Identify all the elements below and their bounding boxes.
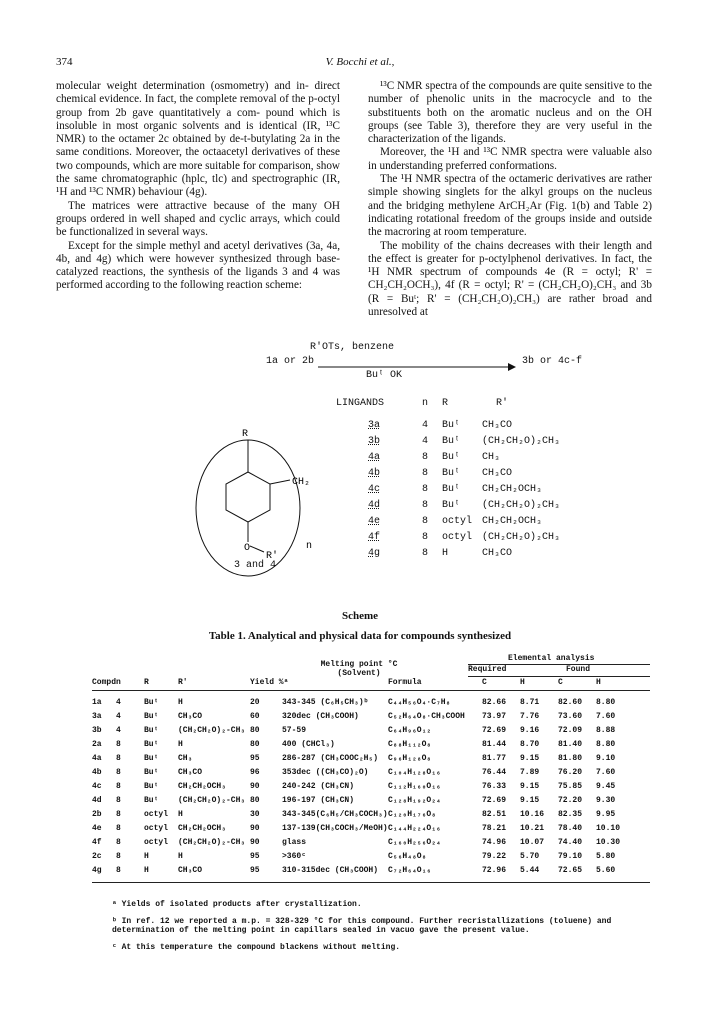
table-caption: Table 1. Analytical and physical data for compounds synthesized — [208, 630, 512, 642]
atom-CH2: CH₂ — [292, 477, 311, 488]
cell-found-c: 72.20 — [558, 796, 583, 805]
cell-yield: 96 — [250, 768, 260, 777]
cell-r: Buᵗ — [144, 782, 159, 791]
ligand-r-prime: CH₃ — [482, 452, 501, 463]
cell-req-c: 81.44 — [482, 740, 507, 749]
cell-r-prime: H — [178, 740, 183, 749]
cell-formula: C₆₄H₉₆O₁₂ — [388, 726, 432, 735]
divider — [468, 664, 650, 665]
cell-melting-point: glass — [282, 838, 307, 847]
cell-r: Buᵗ — [144, 796, 159, 805]
cell-compd: 1a — [92, 698, 102, 707]
ligand-r-prime: CH₃CO — [482, 548, 513, 559]
cell-n: 8 — [116, 852, 121, 861]
cell-formula: C₁₂₈H₁₉₂O₂₄ — [388, 796, 441, 805]
found-header: Found — [566, 665, 591, 674]
ligand-header-row — [336, 398, 596, 414]
ligand-n: 8 — [422, 452, 429, 463]
reaction-scheme — [246, 342, 586, 392]
cell-found-h: 9.95 — [596, 810, 616, 819]
ligand-r-prime: CH₃CO — [482, 420, 513, 431]
ligand-table — [336, 398, 596, 564]
cell-compd: 3a — [92, 712, 102, 721]
running-authors: V. Bocchi et al., — [325, 56, 395, 68]
divider — [468, 676, 650, 677]
reaction-arrow-icon — [318, 362, 516, 372]
cell-found-c: 74.40 — [558, 838, 583, 847]
ligand-header: n — [422, 398, 429, 409]
cell-req-c: 82.66 — [482, 698, 507, 707]
table-row — [92, 810, 650, 824]
ligand-r: Buᵗ — [442, 420, 461, 431]
table-row — [92, 838, 650, 852]
ligand-n: 8 — [422, 500, 429, 511]
ligand-row — [336, 500, 596, 516]
cell-found-h: 7.60 — [596, 712, 616, 721]
ligand-code: 3a — [368, 420, 381, 431]
column-header: Yield %ᵃ — [250, 678, 289, 687]
cell-found-c: 75.85 — [558, 782, 583, 791]
cell-formula: C₇₂H₆₄O₁₆ — [388, 866, 432, 875]
cell-melting-point: 343-345(C₆H₅/CH₃COCH₃) — [282, 810, 388, 819]
structure-drawing — [190, 420, 330, 580]
cell-r-prime: CH₃CO — [178, 866, 203, 875]
ligand-row — [336, 468, 596, 484]
ligand-r: Buᵗ — [442, 436, 461, 447]
cell-formula: C₁₆₀H₂₅₆O₂₄ — [388, 838, 441, 847]
column-header: H — [596, 678, 601, 687]
cell-r-prime: (CH₂CH₂O)₂-CH₃ — [178, 796, 246, 805]
cell-yield: 95 — [250, 852, 260, 861]
table-row — [92, 852, 650, 866]
cell-compd: 4f — [92, 838, 102, 847]
table-row — [92, 866, 650, 880]
ligand-n: 4 — [422, 420, 429, 431]
ligand-n: 8 — [422, 484, 429, 495]
scheme-label: Scheme — [341, 610, 379, 622]
table-footnotes — [112, 900, 672, 960]
paragraph: The mobility of the chains decreases with their length and the effect is greater for p-octylphenol derivatives. In fact, the ¹H NMR spectrum of compounds 4e (R = octyl; R' = CH₂CH₂OCH₃), 4f (R = octyl; R' = (CH₂CH₂O)₂CH₃ and 3b (R = Buᵗ; R' = (CH₂CH₂O)₂CH₃) are rather broad and unresolved at — [368, 239, 652, 319]
cell-r-prime: H — [178, 852, 183, 861]
cell-r-prime: CH₃ — [178, 754, 193, 763]
cell-melting-point: 400 (CHCl₃) — [282, 740, 335, 749]
ligand-row — [336, 548, 596, 564]
ligand-row — [336, 436, 596, 452]
cell-found-c: 81.40 — [558, 740, 583, 749]
cell-r-prime: CH₂CH₂OCH₃ — [178, 824, 227, 833]
cell-n: 4 — [116, 712, 121, 721]
cell-formula: C₄₄H₅₆O₄·C₇H₈ — [388, 698, 451, 707]
cell-formula: C₉₆H₁₂₈O₈ — [388, 754, 432, 763]
divider — [92, 690, 650, 691]
cell-r: Buᵗ — [144, 698, 159, 707]
cell-formula: C₈₈H₁₁₂O₈ — [388, 740, 432, 749]
ligand-n: 8 — [422, 516, 429, 527]
paragraph: Except for the simple methyl and acetyl derivatives (3a, 4a, 4b, and 4g) which were however synthesized through base-catalyzed reactions, the synthesis of the ligands 3 and 4 was performed according to the following reaction scheme: — [56, 239, 340, 292]
cell-found-h: 9.30 — [596, 796, 616, 805]
structure-label: 3 and 4 — [234, 560, 277, 571]
table-row — [92, 768, 650, 782]
table-row — [92, 726, 650, 740]
cell-formula: C₁₁₂H₁₆₀O₁₆ — [388, 782, 441, 791]
ligand-r: H — [442, 548, 449, 559]
cell-r-prime: (CH₂CH₂O)₂-CH₃ — [178, 726, 246, 735]
right-column — [368, 80, 652, 319]
cell-melting-point: 353dec ((CH₃CO)₂O) — [282, 768, 369, 777]
cell-r: H — [144, 852, 149, 861]
cell-req-h: 9.15 — [520, 796, 540, 805]
cell-r-prime: (CH₂CH₂O)₂-CH₃ — [178, 838, 246, 847]
ligand-n: 8 — [422, 532, 429, 543]
cell-melting-point: 320dec (CH₃COOH) — [282, 712, 359, 721]
table-row — [92, 824, 650, 838]
cell-yield: 95 — [250, 754, 260, 763]
paragraph: The matrices were attractive because of the many OH groups ordered in well shaped and cyclic arrays, which could be functionalized in several ways. — [56, 199, 340, 239]
cell-n: 8 — [116, 824, 121, 833]
cell-r: Buᵗ — [144, 712, 159, 721]
column-header: Compd — [92, 678, 117, 687]
reaction-reactant: 1a or 2b — [266, 356, 315, 367]
cell-r: Buᵗ — [144, 768, 159, 777]
cell-melting-point: 57-59 — [282, 726, 307, 735]
cell-found-c: 73.60 — [558, 712, 583, 721]
cell-found-c: 82.35 — [558, 810, 583, 819]
cell-n: 8 — [116, 768, 121, 777]
footnote: ᵃ Yields of isolated products after crystallization. — [112, 900, 362, 909]
cell-req-h: 9.15 — [520, 782, 540, 791]
ligand-header: LINGANDS — [336, 398, 385, 409]
cell-found-c: 78.40 — [558, 824, 583, 833]
cell-found-c: 76.20 — [558, 768, 583, 777]
reaction-reagent-bottom: Buᵗ OK — [366, 370, 403, 381]
cell-found-c: 81.80 — [558, 754, 583, 763]
cell-n: 4 — [116, 726, 121, 735]
ligand-row — [336, 516, 596, 532]
cell-req-h: 10.07 — [520, 838, 545, 847]
cell-req-h: 8.71 — [520, 698, 540, 707]
cell-n: 8 — [116, 740, 121, 749]
ligand-r: octyl — [442, 516, 473, 527]
cell-req-c: 72.96 — [482, 866, 507, 875]
divider — [92, 882, 650, 883]
cell-compd: 2a — [92, 740, 102, 749]
paragraph: ¹³C NMR spectra of the compounds are quite sensitive to the number of phenolic units in the macrocycle and to the substituents both on the aromatic nucleus and on the OH groups (see Table 3), therefore they are very useful in the characterization of the ligands. — [368, 80, 652, 146]
ligand-n: 8 — [422, 468, 429, 479]
cell-melting-point: 310-315dec (CH₃COOH) — [282, 866, 379, 875]
cell-melting-point: 137-139(CH₃COCH₃/MeOH) — [282, 824, 388, 833]
ligand-header: R — [442, 398, 449, 409]
ligand-r-prime: (CH₂CH₂O)₂CH₃ — [482, 436, 561, 447]
cell-req-c: 76.44 — [482, 768, 507, 777]
table-row — [92, 754, 650, 768]
cell-compd: 4c — [92, 782, 102, 791]
paragraph: Moreover, the ¹H and ¹³C NMR spectra were valuable also in understanding preferred conformations. — [368, 146, 652, 172]
cell-req-h: 9.15 — [520, 754, 540, 763]
ligand-n: 8 — [422, 548, 429, 559]
cell-r: octyl — [144, 838, 169, 847]
page-header — [56, 56, 664, 72]
cell-compd: 2b — [92, 810, 102, 819]
ligand-row — [336, 484, 596, 500]
cell-formula: C₅₆H₄₈O₈ — [388, 852, 427, 861]
cell-found-h: 7.60 — [596, 768, 616, 777]
cell-req-c: 73.97 — [482, 712, 507, 721]
atom-R-prime: R' — [266, 551, 279, 562]
cell-found-h: 9.45 — [596, 782, 616, 791]
cell-req-h: 10.21 — [520, 824, 545, 833]
cell-found-h: 9.10 — [596, 754, 616, 763]
cell-found-c: 72.65 — [558, 866, 583, 875]
cell-n: 8 — [116, 838, 121, 847]
cell-compd: 4b — [92, 768, 102, 777]
ligand-r: octyl — [442, 532, 473, 543]
ligand-code: 4d — [368, 500, 381, 511]
cell-formula: C₁₂₀H₁₇₆O₈ — [388, 810, 437, 819]
cell-found-h: 8.80 — [596, 740, 616, 749]
cell-found-h: 5.80 — [596, 852, 616, 861]
cell-melting-point: 286-287 (CH₃COOC₂H₅) — [282, 754, 379, 763]
column-header: R — [144, 678, 149, 687]
cell-req-c: 81.77 — [482, 754, 507, 763]
cell-n: 8 — [116, 754, 121, 763]
ligand-code: 4g — [368, 548, 381, 559]
cell-found-h: 10.30 — [596, 838, 621, 847]
cell-compd: 2c — [92, 852, 102, 861]
cell-r: H — [144, 866, 149, 875]
cell-found-c: 79.10 — [558, 852, 583, 861]
footnote: ᶜ At this temperature the compound blackens without melting. — [112, 943, 401, 952]
reaction-product: 3b or 4c-f — [522, 356, 583, 367]
column-header: n — [116, 678, 121, 687]
ligand-code: 3b — [368, 436, 381, 447]
cell-found-h: 8.80 — [596, 698, 616, 707]
cell-yield: 30 — [250, 810, 260, 819]
column-header: H — [520, 678, 525, 687]
cell-yield: 90 — [250, 824, 260, 833]
cell-yield: 60 — [250, 712, 260, 721]
ligand-code: 4b — [368, 468, 381, 479]
ligand-code: 4f — [368, 532, 381, 543]
ligand-row — [336, 532, 596, 548]
table-row — [92, 782, 650, 796]
cell-req-c: 78.21 — [482, 824, 507, 833]
cell-r-prime: H — [178, 698, 183, 707]
cell-req-c: 74.96 — [482, 838, 507, 847]
ligand-row — [336, 452, 596, 468]
cell-compd: 4a — [92, 754, 102, 763]
cell-found-h: 10.10 — [596, 824, 621, 833]
ligand-r: Buᵗ — [442, 500, 461, 511]
cell-req-c: 79.22 — [482, 852, 507, 861]
cell-n: 4 — [116, 698, 121, 707]
cell-req-c: 76.33 — [482, 782, 507, 791]
cell-r-prime: CH₃CO — [178, 768, 203, 777]
cell-req-h: 8.70 — [520, 740, 540, 749]
cell-melting-point: 240-242 (CH₃CN) — [282, 782, 355, 791]
cell-formula: C₁₄₄H₂₂₄O₁₆ — [388, 824, 441, 833]
cell-r: Buᵗ — [144, 754, 159, 763]
ligand-code: 4e — [368, 516, 381, 527]
cell-found-c: 82.60 — [558, 698, 583, 707]
cell-compd: 4g — [92, 866, 102, 875]
paragraph: molecular weight determination (osmometry) and in- direct chemical evidence. In fact, the complete removal of the p-octyl group from 2b gave quantitatively a com- pound which is insoluble in most organic solvents and is identical (IR, ¹³C NMR) to the octamer 2c obtained by de-t-butylating 2a in the same conditions. Moreover, the octaacetyl derivatives of these two compounds, which are more suitable for comparison, show the same chromatographic (hplc, tlc) and spectrographic (IR, ¹H and ¹³C NMR) behaviour (4g). — [56, 80, 340, 199]
column-header: R' — [178, 678, 188, 687]
cell-n: 8 — [116, 866, 121, 875]
cell-r-prime: CH₃CO — [178, 712, 203, 721]
cell-yield: 90 — [250, 782, 260, 791]
atom-n: n — [306, 541, 313, 552]
cell-found-c: 72.09 — [558, 726, 583, 735]
ligand-r-prime: CH₂CH₂OCH₃ — [482, 516, 543, 527]
paragraph: The ¹H NMR spectra of the octameric derivatives are rather simple showing singlets for the alkyl groups on the nucleus and the bridging methylene ArCH₂Ar (Fig. 1(b) and Table 2) indicating rotational freedom of the groups inside and outside the macroring at room temperature. — [368, 173, 652, 239]
cell-melting-point: 343-345 (C₆H₅CH₃)ᵇ — [282, 698, 369, 707]
cell-compd: 4e — [92, 824, 102, 833]
reaction-reagent-top: R'OTs, benzene — [310, 342, 395, 353]
table-row — [92, 698, 650, 712]
melting-point-header: Melting point °C (Solvent) — [320, 660, 398, 678]
cell-n: 8 — [116, 782, 121, 791]
cell-found-h: 5.60 — [596, 866, 616, 875]
ligand-code: 4a — [368, 452, 381, 463]
cell-req-h: 5.44 — [520, 866, 540, 875]
cell-yield: 95 — [250, 866, 260, 875]
cell-req-h: 9.16 — [520, 726, 540, 735]
cell-r: octyl — [144, 824, 169, 833]
cell-req-h: 7.76 — [520, 712, 540, 721]
ligand-row — [336, 420, 596, 436]
ligand-r: Buᵗ — [442, 484, 461, 495]
cell-yield: 90 — [250, 838, 260, 847]
ligand-r: Buᵗ — [442, 468, 461, 479]
ligand-n: 4 — [422, 436, 429, 447]
page-number: 374 — [56, 56, 73, 68]
cell-yield: 80 — [250, 796, 260, 805]
cell-req-c: 72.69 — [482, 796, 507, 805]
ligand-header: R' — [496, 398, 509, 409]
footnote: ᵇ In ref. 12 we reported a m.p. = 328-329 °C for this compound. Further recristallizations (toluene) and determination of the melting point in capillars sealed in vacuo gave the present value. — [112, 917, 612, 935]
cell-r-prime: H — [178, 810, 183, 819]
left-column — [56, 80, 340, 293]
cell-compd: 4d — [92, 796, 102, 805]
elemental-analysis-header: Elemental analysis — [508, 654, 595, 663]
cell-yield: 20 — [250, 698, 260, 707]
calixarene-structure — [190, 420, 330, 580]
cell-formula: C₁₀₄H₁₂₈O₁₆ — [388, 768, 441, 777]
cell-req-h: 7.89 — [520, 768, 540, 777]
cell-yield: 80 — [250, 740, 260, 749]
cell-req-c: 82.51 — [482, 810, 507, 819]
column-header: Formula — [388, 678, 422, 687]
cell-formula: C₅₂H₆₄O₈·CH₃COOH — [388, 712, 465, 721]
cell-req-h: 5.70 — [520, 852, 540, 861]
atom-R: R — [242, 429, 249, 440]
column-header: C — [482, 678, 487, 687]
ligand-r-prime: (CH₂CH₂O)₂CH₃ — [482, 500, 561, 511]
table-row — [92, 740, 650, 754]
column-header: C — [558, 678, 563, 687]
cell-n: 8 — [116, 810, 121, 819]
cell-r: octyl — [144, 810, 169, 819]
ligand-code: 4c — [368, 484, 381, 495]
table-row — [92, 796, 650, 810]
required-header: Required — [468, 665, 507, 674]
ligand-r-prime: (CH₂CH₂O)₂CH₃ — [482, 532, 561, 543]
cell-melting-point: >360ᶜ — [282, 852, 307, 861]
ligand-r-prime: CH₃CO — [482, 468, 513, 479]
cell-req-c: 72.69 — [482, 726, 507, 735]
cell-yield: 80 — [250, 726, 260, 735]
cell-r: Buᵗ — [144, 726, 159, 735]
atom-O: O — [244, 543, 251, 554]
cell-melting-point: 196-197 (CH₃CN) — [282, 796, 355, 805]
cell-r: Buᵗ — [144, 740, 159, 749]
cell-n: 8 — [116, 796, 121, 805]
table-row — [92, 712, 650, 726]
ligand-r-prime: CH₂CH₂OCH₃ — [482, 484, 543, 495]
cell-req-h: 10.16 — [520, 810, 545, 819]
cell-found-h: 8.88 — [596, 726, 616, 735]
cell-r-prime: CH₂CH₂OCH₃ — [178, 782, 227, 791]
cell-compd: 3b — [92, 726, 102, 735]
ligand-r: Buᵗ — [442, 452, 461, 463]
